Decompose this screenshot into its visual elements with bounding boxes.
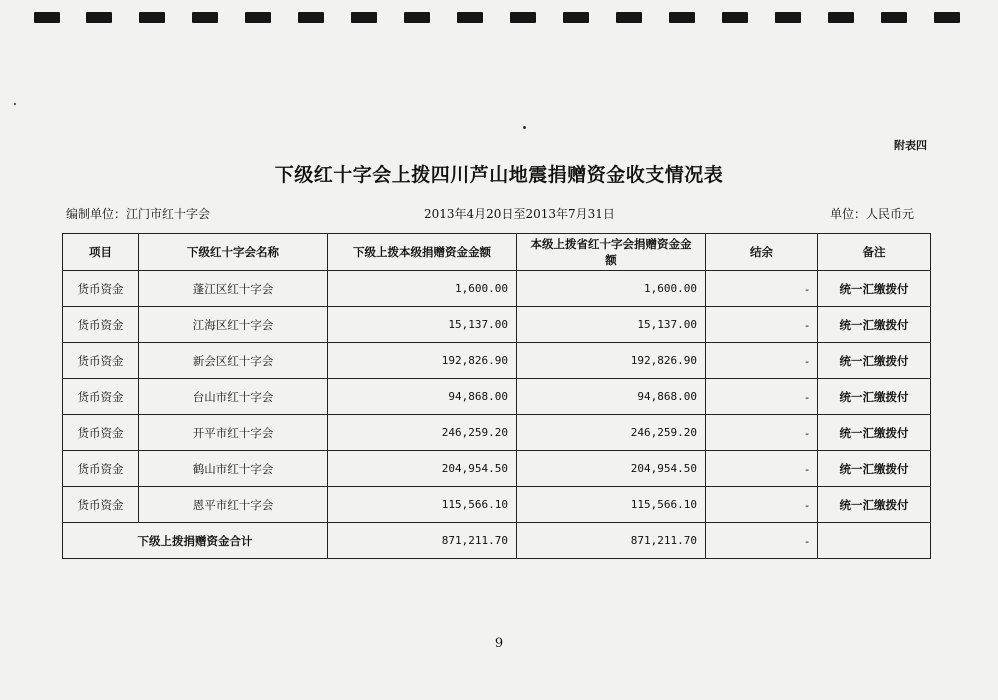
note-cell: 统一汇缴拨付 (818, 343, 931, 379)
scan-speck (523, 126, 526, 129)
forwarded-amount-cell: 115,566.10 (517, 487, 706, 523)
society-name-cell: 开平市红十字会 (139, 415, 328, 451)
table-header-row (63, 234, 931, 271)
item-cell: 货币资金 (63, 451, 139, 487)
period-label: 2013年4月20日至2013年7月31日 (424, 207, 615, 221)
table-row (63, 307, 931, 343)
forwarded-amount-cell: 1,600.00 (517, 271, 706, 307)
received-amount-cell: 246,259.20 (328, 415, 517, 451)
society-name-cell: 蓬江区红十字会 (139, 271, 328, 307)
society-name-cell: 恩平市红十字会 (139, 487, 328, 523)
received-amount-cell: 115,566.10 (328, 487, 517, 523)
column-header: 下级红十字会名称 (139, 234, 328, 271)
received-amount-cell: 15,137.00 (328, 307, 517, 343)
item-cell: 货币资金 (63, 343, 139, 379)
forwarded-amount-cell: 204,954.50 (517, 451, 706, 487)
society-name-cell: 台山市红十字会 (139, 379, 328, 415)
received-amount-cell: 94,868.00 (328, 379, 517, 415)
received-amount-cell: 192,826.90 (328, 343, 517, 379)
column-header: 结余 (706, 234, 818, 271)
table-row (63, 415, 931, 451)
page-number: 9 (494, 636, 504, 651)
table-row (63, 343, 931, 379)
note-cell: 统一汇缴拨付 (818, 487, 931, 523)
note-cell: 统一汇缴拨付 (818, 379, 931, 415)
table-row (63, 271, 931, 307)
balance-cell: - (706, 487, 818, 523)
balance-cell: - (706, 379, 818, 415)
received-amount-cell: 204,954.50 (328, 451, 517, 487)
column-header: 项目 (63, 234, 139, 271)
item-cell: 货币资金 (63, 415, 139, 451)
item-cell: 货币资金 (63, 271, 139, 307)
balance-cell: - (706, 451, 818, 487)
note-cell: 统一汇缴拨付 (818, 451, 931, 487)
total-received-amount: 871,211.70 (328, 523, 517, 559)
column-header: 本级上拨省红十字会捐赠资金金额 (517, 234, 706, 271)
total-forwarded-amount: 871,211.70 (517, 523, 706, 559)
society-name-cell: 新会区红十字会 (139, 343, 328, 379)
total-row (63, 523, 931, 559)
column-header: 备注 (818, 234, 931, 271)
society-name-cell: 鹤山市红十字会 (139, 451, 328, 487)
forwarded-amount-cell: 15,137.00 (517, 307, 706, 343)
column-header: 下级上拨本级捐赠资金金额 (328, 234, 517, 271)
page-title: 下级红十字会上拨四川芦山地震捐赠资金收支情况表 (274, 164, 724, 186)
item-cell: 货币资金 (63, 487, 139, 523)
currency-unit-label: 单位：人民币元 (829, 207, 914, 221)
balance-cell: - (706, 307, 818, 343)
forwarded-amount-cell: 246,259.20 (517, 415, 706, 451)
balance-cell: - (706, 415, 818, 451)
forwarded-amount-cell: 192,826.90 (517, 343, 706, 379)
note-cell: 统一汇缴拨付 (818, 307, 931, 343)
balance-cell: - (706, 343, 818, 379)
note-cell: 统一汇缴拨付 (818, 271, 931, 307)
total-note (818, 523, 931, 559)
table-row (63, 451, 931, 487)
total-balance: - (706, 523, 818, 559)
perforation-strip (0, 12, 998, 24)
organization-label: 编制单位：江门市红十字会 (66, 207, 211, 221)
forwarded-amount-cell: 94,868.00 (517, 379, 706, 415)
table-row (63, 487, 931, 523)
received-amount-cell: 1,600.00 (328, 271, 517, 307)
society-name-cell: 江海区红十字会 (139, 307, 328, 343)
total-label: 下级上拨捐赠资金合计 (63, 523, 328, 559)
appendix-label: 附表四 (894, 139, 927, 152)
item-cell: 货币资金 (63, 307, 139, 343)
scan-speck (14, 103, 16, 105)
note-cell: 统一汇缴拨付 (818, 415, 931, 451)
item-cell: 货币资金 (63, 379, 139, 415)
balance-cell: - (706, 271, 818, 307)
table-row (63, 379, 931, 415)
donation-funds-table (62, 233, 931, 559)
